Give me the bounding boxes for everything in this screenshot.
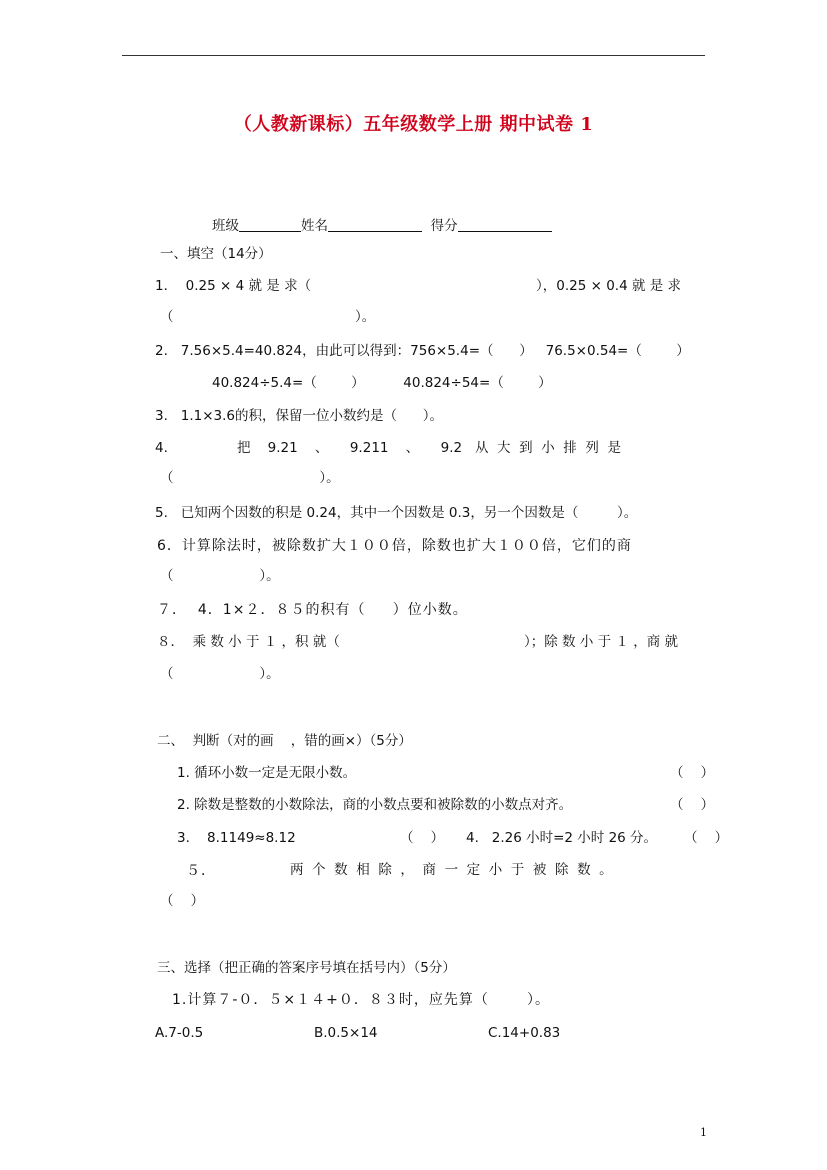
judge-q2-answer[interactable]: （ ） xyxy=(670,797,715,813)
q4-line-b: （ ）。 xyxy=(160,470,340,486)
q2-line-b: 40.824÷5.4=（ ） 40.824÷54=（ ） xyxy=(212,375,552,391)
section-3-heading: 三、选择（把正确的答案序号填在括号内）（5分） xyxy=(157,960,456,976)
judge-q3-answer[interactable]: （ ） xyxy=(400,830,445,846)
q6-line-a: 6．计算除法时，被除数扩大１００倍，除数也扩大１００倍，它们的商 xyxy=(157,538,632,554)
page-title: （人教新课标）五年级数学上册 期中试卷 1 xyxy=(233,114,594,135)
q8-line-c: （ ）。 xyxy=(160,666,280,682)
choice-q1: 1.计算７-０．５×１４+０．８３时，应先算（ ）。 xyxy=(172,992,551,1008)
name-blank[interactable] xyxy=(328,218,422,232)
q8-line-a: ８． 乘 数 小 于 １ ，积 就（ xyxy=(157,634,340,650)
score-blank[interactable] xyxy=(458,218,552,232)
q1-line-d: ）。 xyxy=(355,309,376,325)
choice-option-c[interactable]: C.14+0.83 xyxy=(488,1025,561,1041)
page-number: 1 xyxy=(700,1126,707,1139)
choice-option-a[interactable]: A.7-0.5 xyxy=(155,1025,204,1041)
q3-line: 3. 1.1×3.6的积，保留一位小数约是（ ）。 xyxy=(155,408,444,424)
score-label: 得分 xyxy=(430,218,458,234)
q1-line-a: 1． 0.25 × 4 就 是 求（ xyxy=(155,278,312,294)
q2-line-a: 2. 7.56×5.4=40.824，由此可以得到：756×5.4=（ ） 76.5×0.54=（ ） xyxy=(155,343,690,359)
q5-line: 5. 已知两个因数的积是 0.24，其中一个因数是 0.3，另一个因数是（ ）。 xyxy=(155,505,638,521)
judge-q3: 3. 8.1149≈8.12 xyxy=(177,830,296,846)
q6-line-b: （ ）。 xyxy=(160,568,280,584)
judge-q4: 4. 2.26 小时=2 小时 26 分。 xyxy=(466,830,658,846)
judge-q5: 两 个 数 相 除 ， 商 一 定 小 于 被 除 数 。 xyxy=(290,862,613,878)
section-1-heading: 一、填空（14分） xyxy=(160,246,272,262)
class-label: 班级 xyxy=(212,218,239,234)
judge-q1: 1. 循环小数一定是无限小数。 xyxy=(177,765,357,781)
class-blank[interactable] xyxy=(239,218,301,232)
judge-q2: 2. 除数是整数的小数除法，商的小数点要和被除数的小数点对齐。 xyxy=(177,797,573,813)
q1-line-c: （ xyxy=(160,309,174,325)
q7-line: ７． 4．1×２．８５的积有（ ）位小数。 xyxy=(157,602,468,618)
q4-line-a: 把 9.21 、 9.211 、 9.2 从 大 到 小 排 列 是 xyxy=(237,440,621,456)
student-info-line xyxy=(212,218,552,234)
q4-number: 4. xyxy=(155,440,168,456)
section-2-heading: 二、 判断（对的画 ，错的画×）（5分） xyxy=(157,733,412,749)
judge-q4-answer[interactable]: （ ） xyxy=(684,830,729,846)
choice-option-b[interactable]: B.0.5×14 xyxy=(314,1025,378,1041)
judge-q5-answer[interactable]: （ ） xyxy=(160,893,205,909)
judge-q5-number: ５． xyxy=(186,863,216,879)
header-rule xyxy=(122,55,705,56)
q8-line-b: ）；除 数 小 于 １ ，商 就 xyxy=(524,634,678,650)
q1-line-b: ），0.25 × 0.4 就 是 求 xyxy=(536,278,682,294)
judge-q1-answer[interactable]: （ ） xyxy=(670,765,715,781)
name-label: 姓名 xyxy=(301,218,328,234)
